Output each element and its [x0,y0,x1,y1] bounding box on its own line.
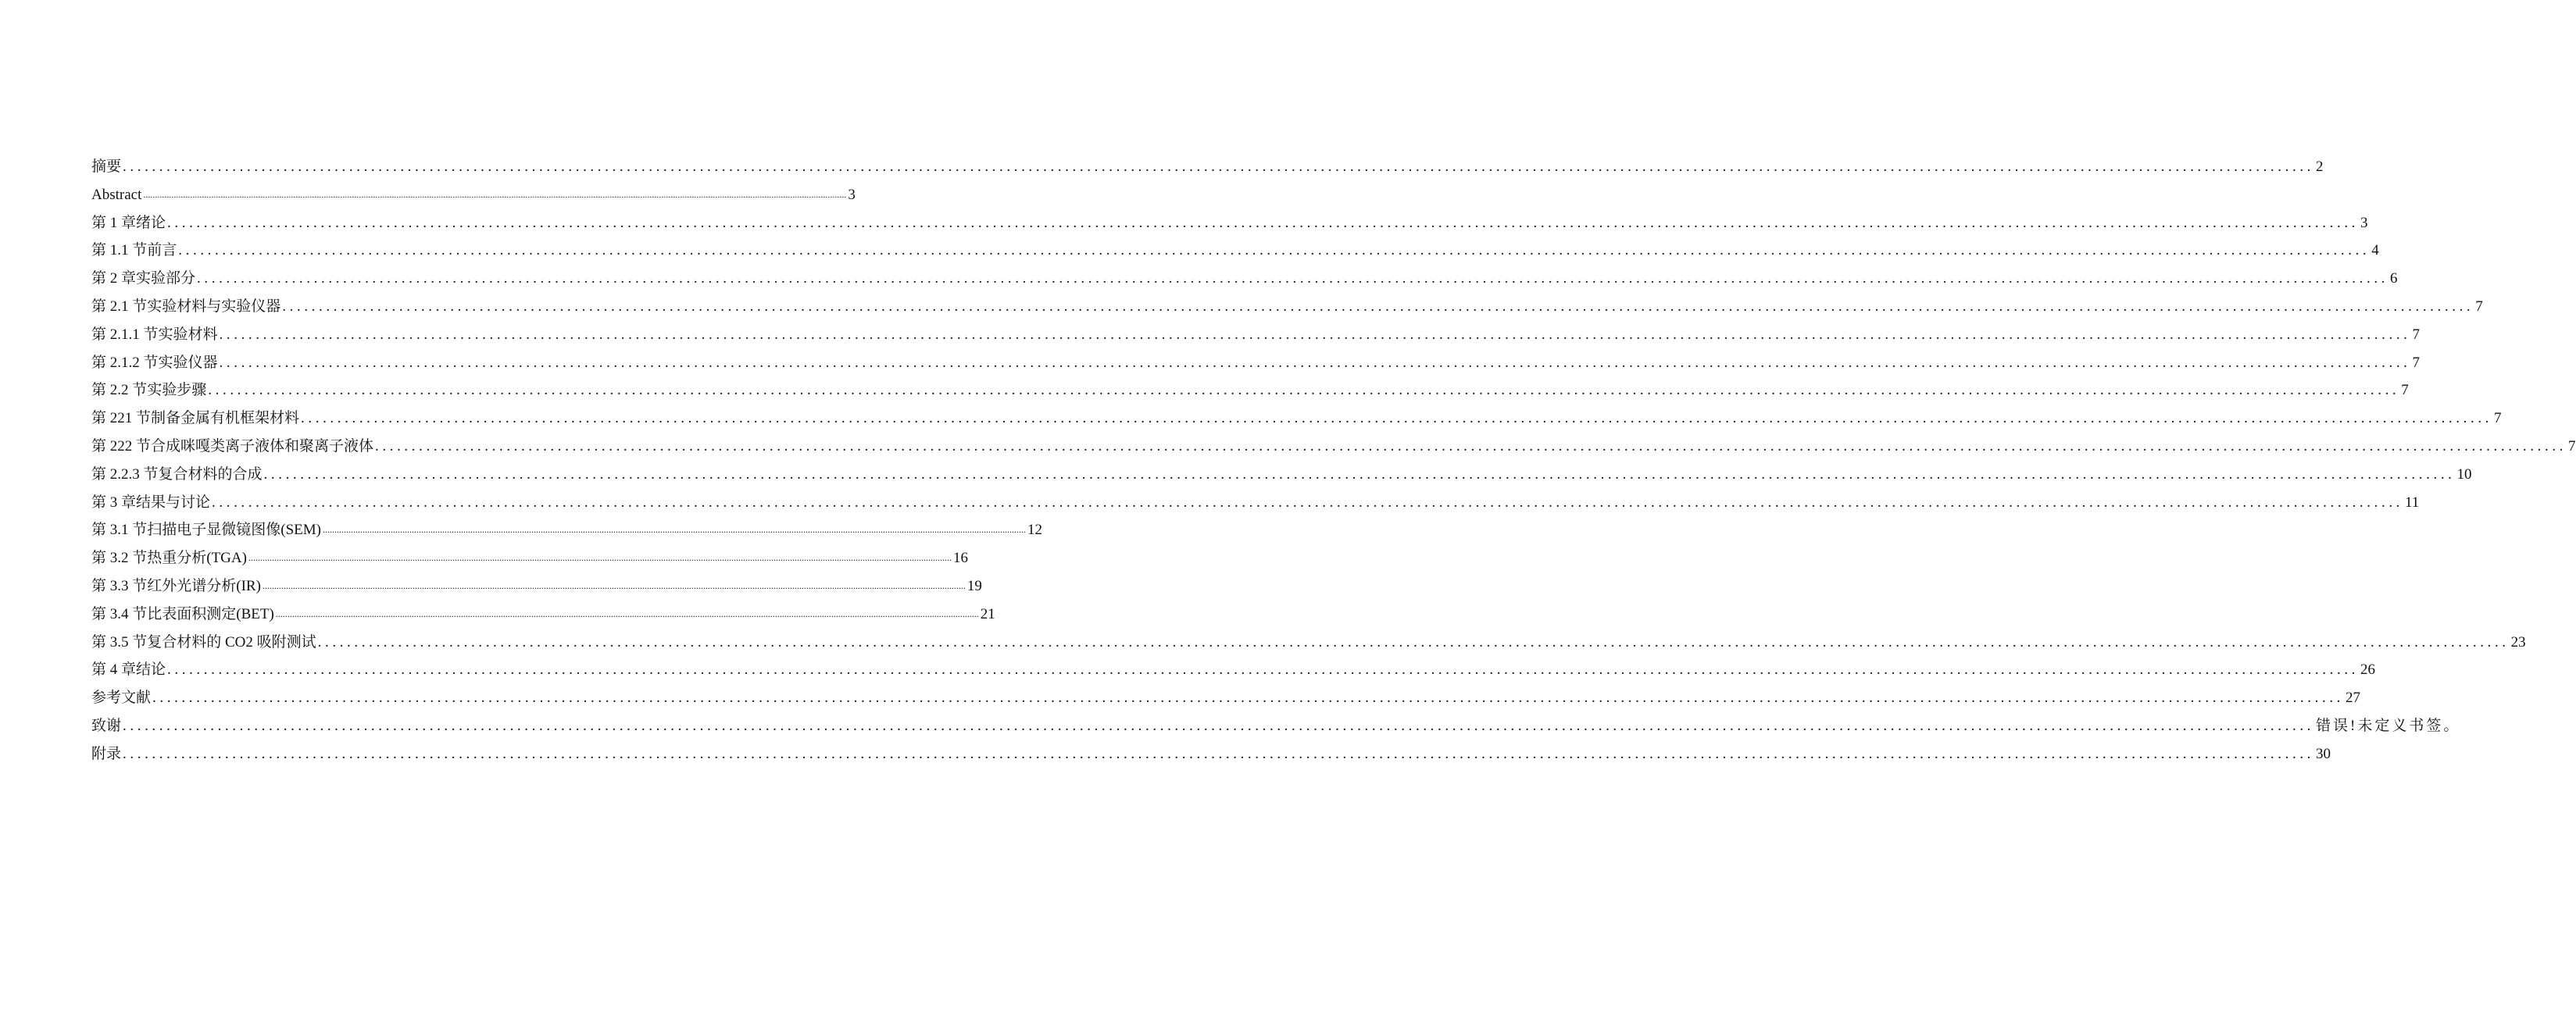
toc-entry-page: 23 [2510,633,2526,651]
toc-leader-dots: ............................................................................................................................................................................................................................................................................................................ [123,159,2315,175]
toc-entry[interactable] [91,153,2324,181]
toc-entry-title: 第 1 章绪论 [91,214,166,231]
toc-entry-page: 11 [2405,494,2420,511]
toc-entry[interactable] [91,712,2461,740]
toc-entry[interactable] [91,544,968,572]
toc-entry-title: 第 1.1 节前言 [91,242,177,259]
toc-entry-title: 摘要 [91,159,122,175]
toc-entry-page: 7 [2494,410,2502,427]
toc-entry[interactable] [91,293,2483,321]
toc-entry-page: 4 [2371,242,2379,259]
toc-leader-dots: ............................................................................................................................................................................................................................................................................................................ [178,242,2371,259]
toc-entry[interactable] [91,376,2409,405]
toc-entry-title: Abstract [91,186,142,203]
toc-entry-page: 7 [2475,298,2483,315]
toc-entry-page: 26 [2360,661,2376,679]
toc-entry-title: 第 222 节合成咪嘎类离子液体和聚离子液体 [91,437,374,455]
toc-leader-dots: ............................................................................................................................................................................................................................................................................................................ [375,437,2567,455]
toc-entry-page: 16 [952,550,968,567]
toc-leader-dots: ............................................................................................................................................................................................................................................................................................................ [322,524,1026,536]
toc-leader-dots: ............................................................................................................................................................................................................................................................................................................ [275,608,979,619]
toc-entry-title: 致谢 [91,717,122,734]
toc-entry-title: 第 3.1 节扫描电子显微镜图像(SEM) [91,522,321,539]
toc-entry-page: 2 [2316,159,2324,175]
toc-leader-dots: ............................................................................................................................................................................................................................................................................................................ [212,494,2404,511]
toc-entry-title: 第 2.1.1 节实验材料 [91,326,218,343]
toc-leader-dots: ............................................................................................................................................................................................................................................................................................................ [152,690,2345,707]
toc-leader-dots: ............................................................................................................................................................................................................................................................................................................ [317,633,2510,651]
toc-entry-page: 错误!未定义书签。 [2316,717,2461,734]
toc-entry-title: 第 3.3 节红外光谱分析(IR) [91,577,261,594]
toc-leader-dots: ............................................................................................................................................................................................................................................................................................................ [197,270,2389,287]
toc-entry[interactable] [91,489,2420,517]
toc-leader-dots: ............................................................................................................................................................................................................................................................................................................ [219,354,2411,371]
toc-entry-page: 21 [980,605,995,622]
toc-entry-page: 10 [2456,465,2472,483]
toc-entry-title: 第 3.5 节复合材料的 CO2 吸附测试 [91,633,316,651]
toc-leader-dots: ............................................................................................................................................................................................................................................................................................................ [219,326,2411,343]
toc-entry-page: 7 [2412,354,2421,371]
toc-leader-dots: ............................................................................................................................................................................................................................................................................................................ [123,717,2315,734]
toc-entry-page: 7 [2401,382,2409,399]
toc-entry-title: 第 2 章实验部分 [91,270,196,287]
toc-entry[interactable] [91,433,2576,461]
toc-entry[interactable] [91,601,995,629]
toc-entry[interactable] [91,740,2331,768]
toc-entry-page: 7 [2568,437,2576,455]
toc-entry-title: 第 2.2 节实验步骤 [91,382,207,399]
toc-entry[interactable] [91,656,2376,684]
toc-entry-page: 30 [2316,745,2331,762]
toc-entry-title: 第 3 章结果与讨论 [91,494,211,511]
toc-entry-page: 19 [966,577,982,594]
toc-leader-dots: ............................................................................................................................................................................................................................................................................................................ [167,214,2360,231]
toc-entry[interactable] [91,629,2526,657]
toc-entry[interactable] [91,405,2502,433]
toc-entry-title: 参考文献 [91,690,152,707]
toc-entry[interactable] [91,572,982,601]
toc-entry-title: 附录 [91,745,122,762]
table-of-contents [91,153,2576,768]
toc-entry-title: 第 3.2 节热重分析(TGA) [91,550,247,567]
toc-entry[interactable] [91,209,2368,237]
toc-leader-dots: ............................................................................................................................................................................................................................................................................................................ [143,188,847,200]
toc-leader-dots: ............................................................................................................................................................................................................................................................................................................ [208,382,2400,399]
toc-leader-dots: ............................................................................................................................................................................................................................................................................................................ [262,579,966,591]
toc-entry-title: 第 2.2.3 节复合材料的合成 [91,465,263,483]
toc-leader-dots: ............................................................................................................................................................................................................................................................................................................ [167,661,2360,679]
toc-leader-dots: ............................................................................................................................................................................................................................................................................................................ [282,298,2474,315]
toc-leader-dots: ............................................................................................................................................................................................................................................................................................................ [301,410,2493,427]
toc-entry-page: 27 [2346,690,2361,707]
toc-entry-title: 第 2.1 节实验材料与实验仪器 [91,298,281,315]
toc-entry[interactable] [91,265,2398,293]
toc-entry-title: 第 4 章结论 [91,661,166,679]
toc-entry[interactable] [91,237,2379,265]
toc-leader-dots: ............................................................................................................................................................................................................................................................................................................ [123,745,2315,762]
toc-entry-page: 7 [2412,326,2421,343]
toc-entry-page: 6 [2390,270,2398,287]
toc-entry-title: 第 2.1.2 节实验仪器 [91,354,218,371]
toc-entry[interactable] [91,349,2421,377]
toc-entry-page: 3 [2360,214,2368,231]
toc-entry-title: 第 221 节制备金属有机框架材料 [91,410,300,427]
toc-entry-page: 12 [1027,522,1042,539]
toc-entry[interactable] [91,321,2421,349]
toc-entry[interactable] [91,516,1042,544]
toc-entry[interactable] [91,684,2361,712]
toc-entry-page: 3 [848,186,856,203]
toc-entry[interactable] [91,461,2472,489]
toc-entry-title: 第 3.4 节比表面积测定(BET) [91,605,274,622]
toc-entry[interactable] [91,181,856,209]
toc-leader-dots: ............................................................................................................................................................................................................................................................................................................ [248,552,952,564]
toc-leader-dots: ............................................................................................................................................................................................................................................................................................................ [263,465,2456,483]
